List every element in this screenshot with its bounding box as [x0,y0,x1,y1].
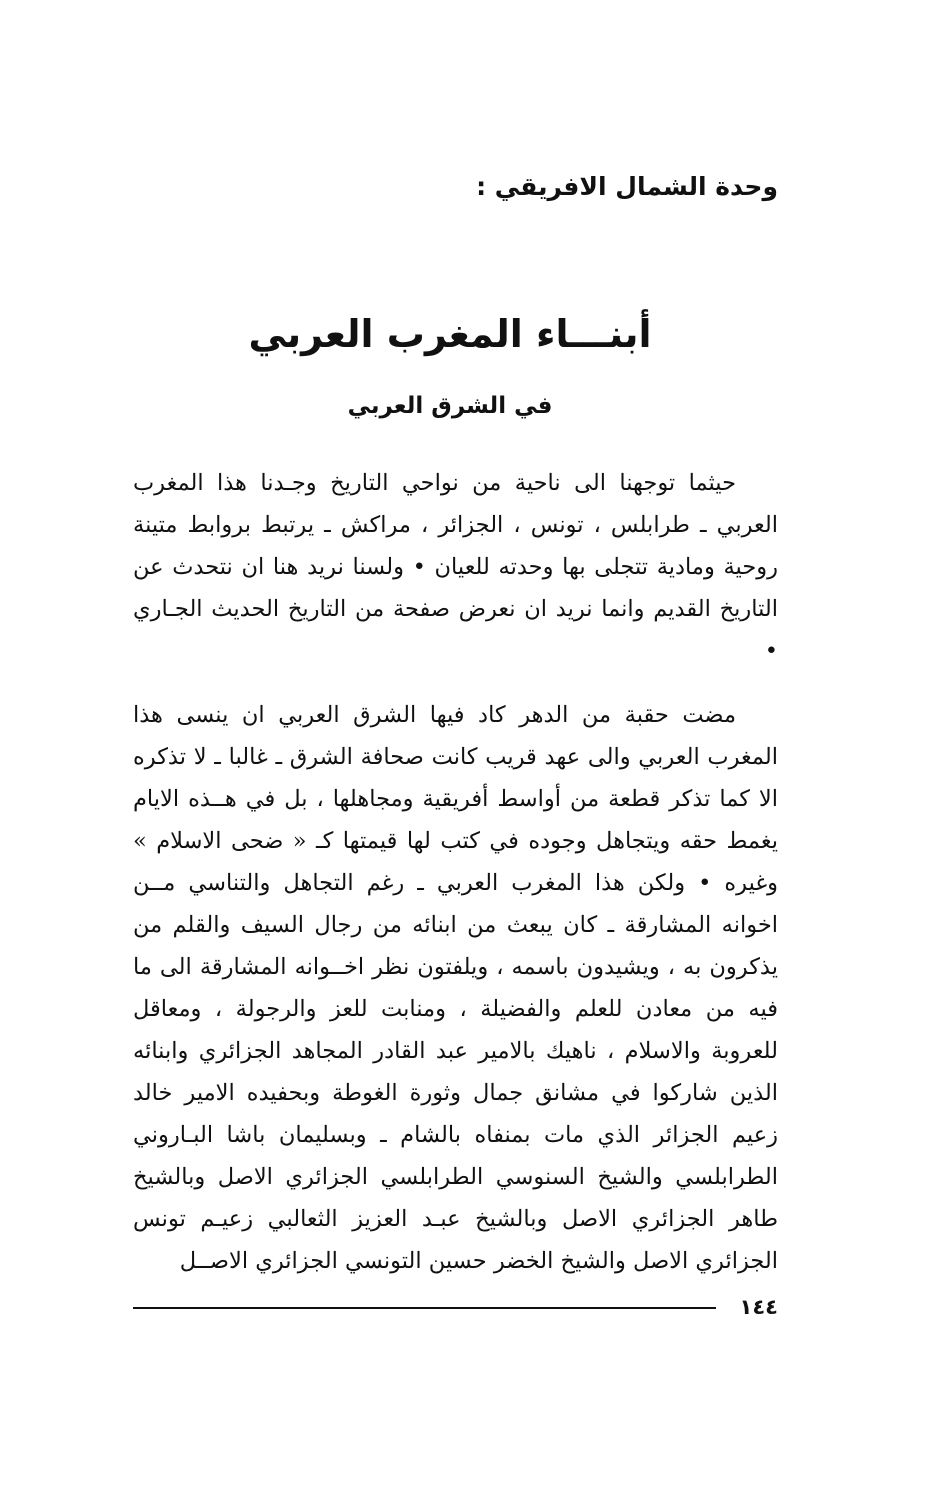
paragraph-2: مضت حقبة من الدهر كاد فيها الشرق العربي ان ينسى هذا المغرب العربي والى عهد قريب كانت صحافة الشرق ـ غالبا ـ لا تذكره الا كما تذكر قطعة من أواسط أفريقية ومجاهلها ، بل في هــذه الايام يغمط حقه ويتجاهل وجوده في كتب لها قيمتها كـ « ضحى الاسلام » وغيره • ولكن هذا المغرب العربي ـ رغم التجاهل والتناسي مــن اخوانه المشارقة ـ كان يبعث من ابنائه من رجال السيف والقلم من يذكرون به ، ويشيدون باسمه ، ويلفتون نظر اخــوانه المشارقة الى ما فيه من معادن للعلم والفضيلة ، ومنابت للعز والرجولة ، ومعاقل للعروبة والاسلام ، ناهيك بالامير عبد القادر المجاهد الجزائري وابنائه الذين شاركوا في مشانق جمال وثورة الغوطة وبحفيده الامير خالد زعيم الجزائر الذي مات بمنفاه بالشام ـ وبسليمان باشا البـاروني الطرابلسي والشيخ السنوسي الطرابلسي الجزائري الاصل وبالشيخ طاهر الجزائري الاصل وبالشيخ عبـد العزيز الثعالبي زعيـم تونس الجزائري الاصل والشيخ الخضر حسين التونسي الجزائري الاصــل [133,702,778,1274]
article-subtitle: في الشرق العربي [347,393,553,419]
footer-rule [133,1307,716,1309]
page-footer [133,1292,778,1322]
article-body [133,462,778,1282]
page-number: ١٤٤ [739,1295,778,1319]
section-header: وحدة الشمال الافريقي : [476,172,778,201]
paragraph-1: حيثما توجهنا الى ناحية من نواحي التاريخ وجـدنا هذا المغرب العربي ـ طرابلس ، تونس ، الجزائر ، مراكش ـ يرتبط بروابط متينة روحية ومادية تتجلى بها وحدته للعيان • ولسنا نريد هنا ان نتحدث عن التاريخ القديم وانما نريد ان نعرض صفحة من التاريخ الحديث الجـاري • [133,470,778,664]
article-title: أبنـــاء المغرب العربي [248,312,652,356]
